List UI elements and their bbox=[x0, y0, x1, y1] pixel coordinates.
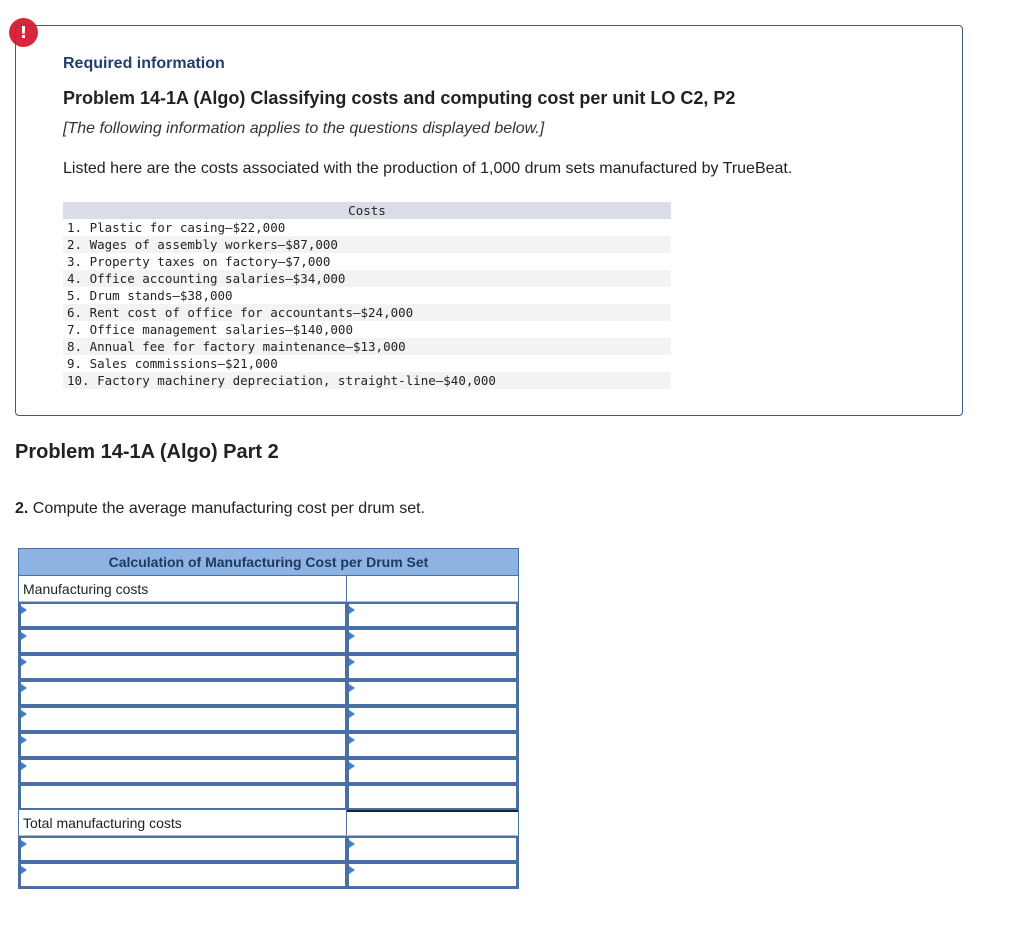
cost-label-input[interactable] bbox=[19, 732, 347, 758]
dropdown-marker-icon bbox=[349, 606, 355, 614]
info-note: [The following information applies to the questions displayed below.] bbox=[63, 120, 545, 137]
cost-label-input[interactable] bbox=[19, 602, 347, 628]
dropdown-marker-icon bbox=[349, 840, 355, 848]
cost-amount-input[interactable] bbox=[347, 628, 518, 654]
part-title: Problem 14-1A (Algo) Part 2 bbox=[15, 441, 279, 463]
problem-title: Problem 14-1A (Algo) Classifying costs and computing cost per unit LO C2, P2 bbox=[63, 88, 736, 108]
cost-label-input[interactable] bbox=[19, 706, 347, 732]
required-info-heading: Required information bbox=[63, 55, 225, 72]
cost-amount-input[interactable] bbox=[347, 680, 518, 706]
cost-amount-input[interactable] bbox=[347, 706, 518, 732]
table-row bbox=[19, 836, 518, 862]
dropdown-marker-icon bbox=[349, 632, 355, 640]
question-number: 2. bbox=[15, 500, 29, 517]
cost-item: 8. Annual fee for factory maintenance—$13,000 bbox=[63, 338, 671, 355]
cost-label-input[interactable] bbox=[19, 784, 347, 810]
cost-label-input[interactable] bbox=[19, 862, 347, 888]
cost-item: 3. Property taxes on factory—$7,000 bbox=[67, 254, 331, 269]
dropdown-marker-icon bbox=[349, 866, 355, 874]
manufacturing-costs-label: Manufacturing costs bbox=[19, 576, 347, 602]
cost-amount-input[interactable] bbox=[347, 732, 518, 758]
dropdown-marker-icon bbox=[21, 840, 27, 848]
table-row bbox=[19, 732, 518, 758]
cost-item: 1. Plastic for casing—$22,000 bbox=[67, 220, 286, 235]
table-row bbox=[19, 758, 518, 784]
cost-label-input[interactable] bbox=[19, 654, 347, 680]
dropdown-marker-icon bbox=[21, 684, 27, 692]
table-row bbox=[19, 810, 518, 836]
table-row bbox=[19, 862, 518, 888]
calculation-table-header: Calculation of Manufacturing Cost per Drum Set bbox=[19, 549, 518, 576]
dropdown-marker-icon bbox=[21, 866, 27, 874]
cost-amount-input[interactable] bbox=[347, 602, 518, 628]
cost-label-input[interactable] bbox=[19, 628, 347, 654]
total-manufacturing-costs-label: Total manufacturing costs bbox=[19, 810, 347, 836]
table-row bbox=[19, 784, 518, 810]
cost-item: 4. Office accounting salaries—$34,000 bbox=[63, 270, 671, 287]
dropdown-marker-icon bbox=[21, 736, 27, 744]
cost-label-input[interactable] bbox=[19, 758, 347, 784]
dropdown-marker-icon bbox=[349, 684, 355, 692]
costs-header: Costs bbox=[63, 202, 671, 219]
dropdown-marker-icon bbox=[21, 632, 27, 640]
table-row bbox=[19, 628, 518, 654]
empty-cell bbox=[347, 576, 518, 602]
exclamation-icon: ! bbox=[9, 18, 38, 47]
cost-item: 10. Factory machinery depreciation, straight-line—$40,000 bbox=[63, 372, 671, 389]
dropdown-marker-icon bbox=[21, 606, 27, 614]
cost-amount-input[interactable] bbox=[347, 862, 518, 888]
dropdown-marker-icon bbox=[349, 736, 355, 744]
cost-item: 5. Drum stands—$38,000 bbox=[67, 288, 233, 303]
table-row bbox=[19, 576, 518, 602]
intro-text: Listed here are the costs associated with the production of 1,000 drum sets manufactured by TrueBeat. bbox=[63, 160, 793, 177]
cost-amount-input[interactable] bbox=[347, 836, 518, 862]
cost-amount-input[interactable] bbox=[347, 654, 518, 680]
cost-item: 2. Wages of assembly workers—$87,000 bbox=[63, 236, 671, 253]
table-row bbox=[19, 706, 518, 732]
cost-item: 7. Office management salaries—$140,000 bbox=[67, 322, 353, 337]
total-manufacturing-costs-amount bbox=[347, 810, 518, 836]
dropdown-marker-icon bbox=[349, 658, 355, 666]
dropdown-marker-icon bbox=[21, 710, 27, 718]
table-row bbox=[19, 680, 518, 706]
dropdown-marker-icon bbox=[21, 658, 27, 666]
cost-item: 9. Sales commissions—$21,000 bbox=[67, 356, 278, 371]
question-text bbox=[15, 500, 425, 518]
question-body: Compute the average manufacturing cost per drum set. bbox=[28, 500, 425, 517]
cost-amount-input[interactable] bbox=[347, 758, 518, 784]
cost-item: 6. Rent cost of office for accountants—$24,000 bbox=[63, 304, 671, 321]
cost-label-input[interactable] bbox=[19, 680, 347, 706]
dropdown-marker-icon bbox=[349, 710, 355, 718]
dropdown-marker-icon bbox=[349, 762, 355, 770]
calculation-table bbox=[18, 548, 519, 889]
costs-table bbox=[63, 202, 671, 389]
table-row bbox=[19, 602, 518, 628]
cost-label-input[interactable] bbox=[19, 836, 347, 862]
dropdown-marker-icon bbox=[21, 762, 27, 770]
cost-amount-input[interactable] bbox=[347, 784, 518, 810]
table-row bbox=[19, 654, 518, 680]
